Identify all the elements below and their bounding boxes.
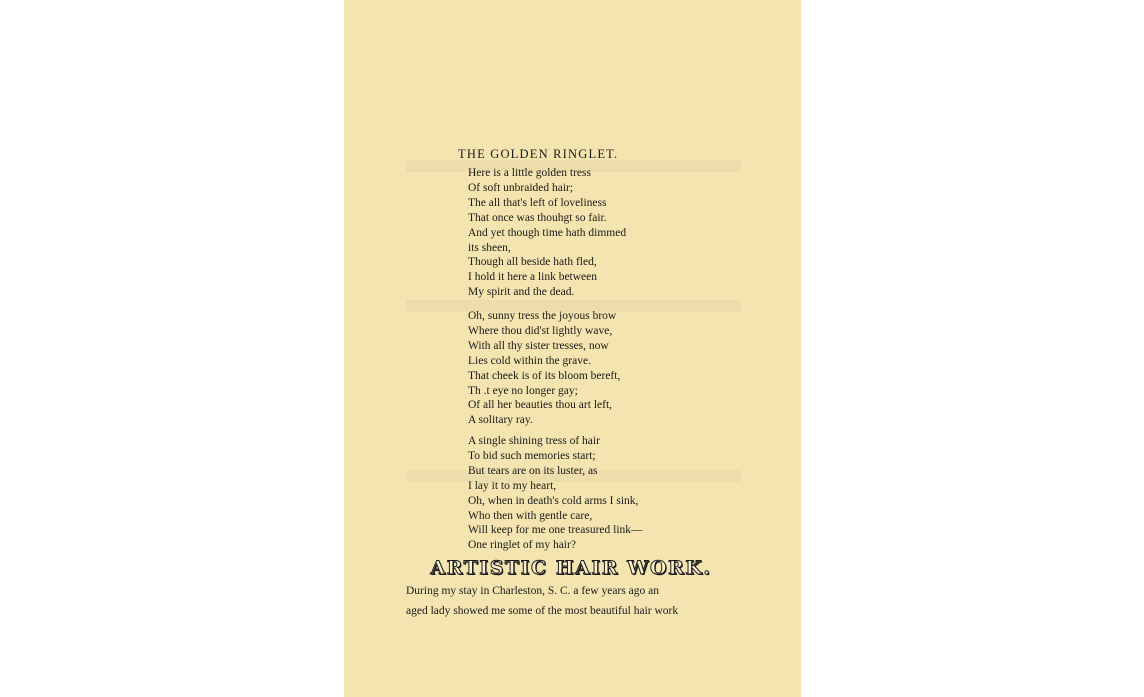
body-line: aged lady showed me some of the most beautiful hair work — [406, 605, 679, 617]
poem-stanza-1 — [468, 166, 626, 300]
poem-line: Who then with gentle care, — [468, 509, 593, 522]
poem-line: My spirit and the dead. — [468, 286, 575, 299]
poem-line: Though all beside hath fled, — [468, 256, 597, 269]
poem-line: its sheen, — [468, 241, 511, 254]
poem-line: Of soft unbraided hair; — [468, 181, 574, 194]
section-heading: ARTISTIC HAIR WORK. — [430, 557, 712, 579]
poem-line: Lies cold within the grave. — [468, 354, 591, 367]
poem-line: To bid such memories start; — [468, 449, 596, 462]
poem-line: But tears are on its luster, as — [468, 464, 598, 477]
poem-line: One ringlet of my hair? — [468, 539, 576, 552]
poem-line: Th .t eye no longer gay; — [468, 384, 578, 397]
poem-line: Where thou did'st lightly wave, — [468, 324, 613, 337]
poem-title: THE GOLDEN RINGLET. — [458, 147, 619, 161]
poem-stanza-2 — [468, 309, 620, 428]
poem-line: That once was thouhgt so fair. — [468, 211, 607, 224]
poem-stanza-3 — [468, 434, 643, 553]
poem-line: Oh, when in death's cold arms I sink, — [468, 494, 639, 507]
section-body — [406, 581, 731, 621]
poem-line: A single shining tress of hair — [468, 435, 600, 447]
poem-line: Of all her beauties thou art left, — [468, 399, 613, 412]
poem-line: Will keep for me one treasured link— — [468, 524, 643, 537]
poem-line: I lay it to my heart, — [468, 479, 557, 492]
book-page — [344, 0, 801, 697]
poem-line: The all that's left of loveliness — [468, 196, 607, 209]
poem-line: I hold it here a link between — [468, 271, 598, 284]
poem-line: Oh, sunny tress the joyous brow — [468, 310, 617, 322]
poem-line: A solitary ray. — [468, 414, 533, 427]
poem-line: Here is a little golden tress — [468, 167, 591, 179]
poem-line: That cheek is of its bloom bereft, — [468, 369, 621, 382]
body-line: During my stay in Charleston, S. C. a few years ago an — [406, 585, 659, 597]
poem-line: And yet though time hath dimmed — [468, 226, 627, 239]
poem-line: With all thy sister tresses, now — [468, 339, 609, 352]
